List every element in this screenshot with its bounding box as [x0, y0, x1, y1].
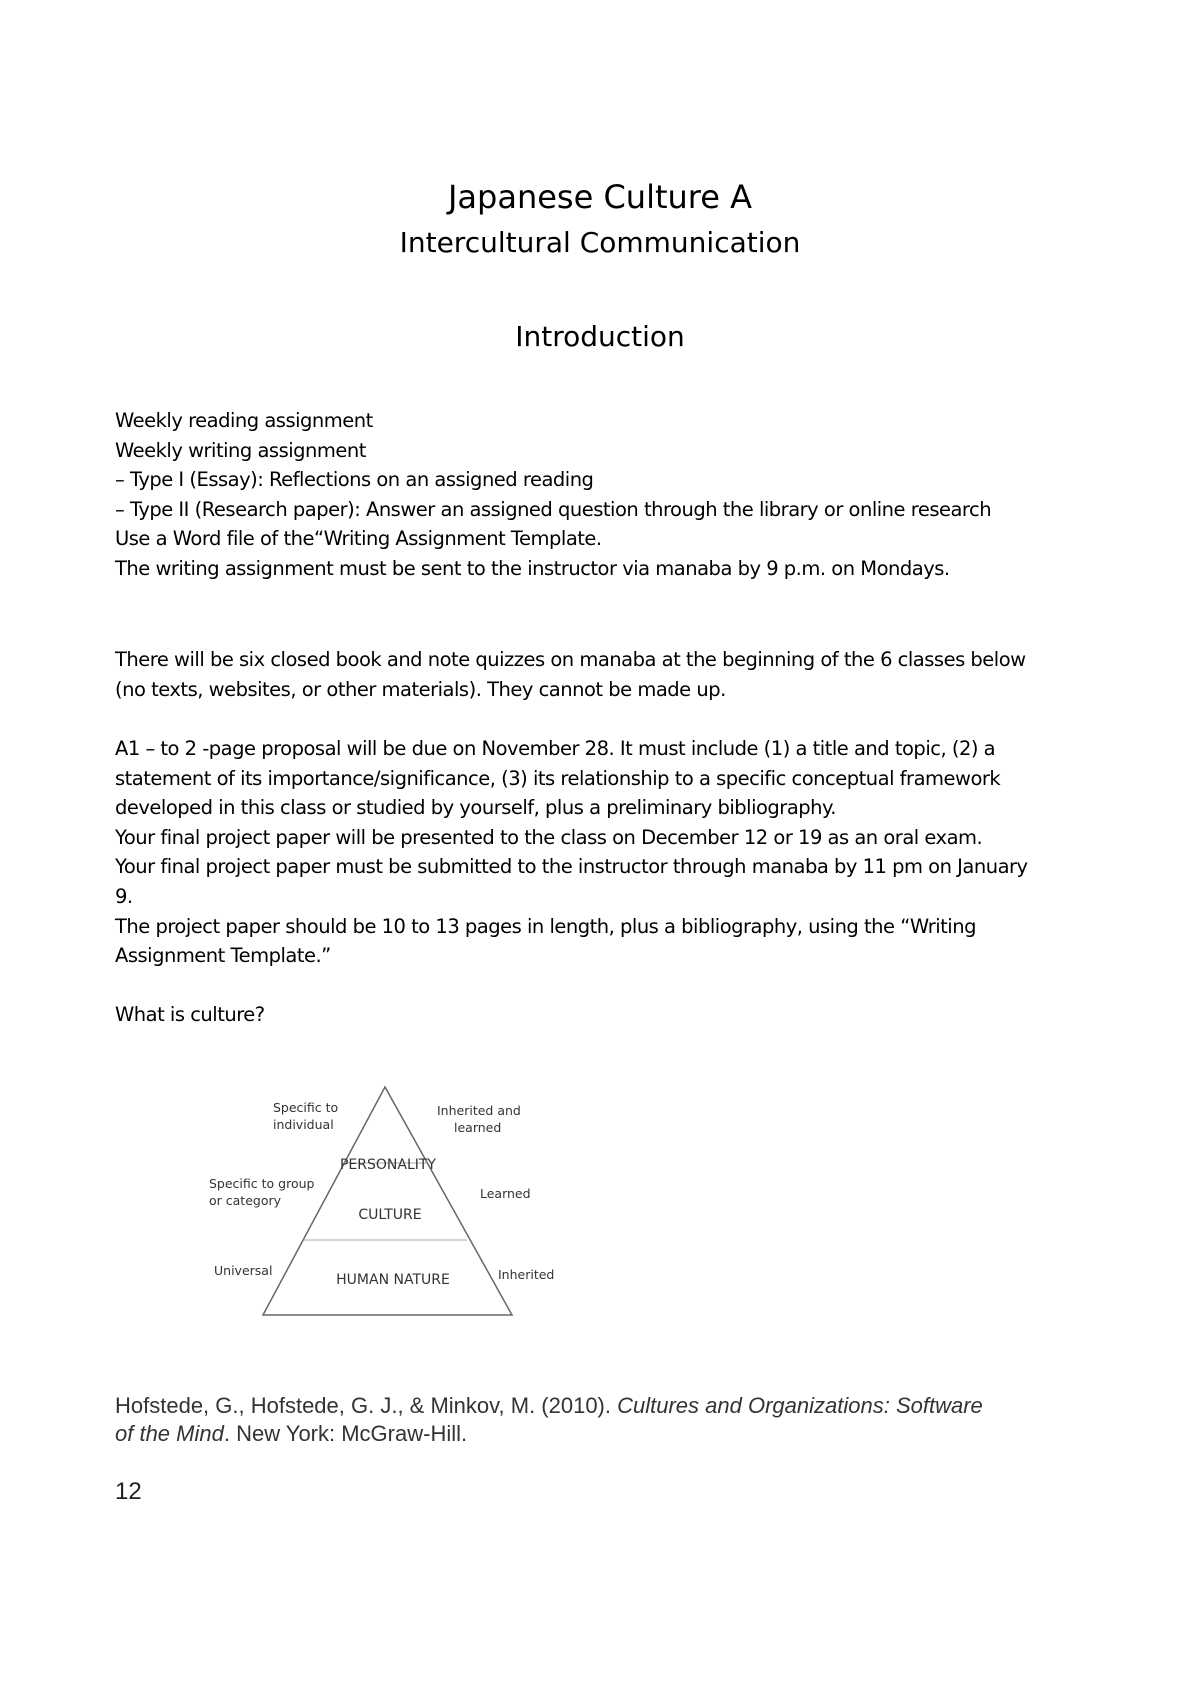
section-heading: Introduction	[515, 320, 685, 353]
page-number: 12	[115, 1478, 142, 1505]
assignment-line: Weekly reading assignment	[115, 409, 373, 432]
assignments-paragraph	[115, 406, 1095, 584]
citation-authors: Hofstede, G., Hofstede, G. J., & Minkov, M. (2010).	[115, 1393, 618, 1418]
assignment-line: – Type I (Essay): Reflections on an assigned reading	[115, 468, 594, 492]
level-human-nature: HUMAN NATURE	[336, 1272, 450, 1288]
label-learned: Learned	[480, 1186, 531, 1201]
label-inherited-and-learned-2: learned	[454, 1120, 502, 1135]
project-line: Assignment Template.”	[115, 944, 331, 968]
label-universal: Universal	[214, 1263, 273, 1278]
label-specific-to-group-2: or category	[209, 1193, 282, 1208]
quiz-line: (no texts, websites, or other materials). They cannot be made up.	[115, 677, 726, 701]
assignment-line: Use a Word file of the“Writing Assignment Template.	[115, 527, 602, 551]
culture-pyramid-diagram	[200, 1075, 580, 1325]
assignment-line: Weekly writing assignment	[115, 438, 366, 462]
label-specific-to-individual: Specific to	[273, 1100, 339, 1115]
label-inherited: Inherited	[498, 1267, 555, 1282]
label-specific-to-group: Specific to group	[209, 1176, 315, 1191]
level-personality: PERSONALITY	[339, 1157, 437, 1173]
culture-question: What is culture?	[115, 1003, 265, 1026]
question-line	[115, 1000, 1095, 1030]
assignment-line: – Type II (Research paper): Answer an assigned question through the library or online research	[115, 497, 992, 521]
document-subtitle: Intercultural Communication	[399, 226, 801, 259]
citation-title-part1: Cultures and Organizations: Software	[617, 1393, 983, 1418]
project-line: Your final project paper will be presented to the class on December 12 or 19 as an oral exam.	[115, 825, 983, 849]
citation-publisher: . New York: McGraw-Hill.	[223, 1421, 468, 1446]
project-line: Your final project paper must be submitted to the instructor through manaba by 11 pm on January	[115, 855, 1028, 879]
label-inherited-and-learned: Inherited and	[437, 1103, 521, 1118]
citation-title-part2: of the Mind	[115, 1421, 224, 1446]
quiz-line: There will be six closed book and note quizzes on manaba at the beginning of the 6 classes below	[115, 648, 1026, 671]
reference-citation	[115, 1392, 1095, 1448]
assignment-line: The writing assignment must be sent to the instructor via manaba by 9 p.m. on Mondays.	[115, 556, 950, 580]
project-line: developed in this class or studied by yourself, plus a preliminary bibliography.	[115, 796, 836, 820]
project-line: The project paper should be 10 to 13 pages in length, plus a bibliography, using the “Writing	[115, 914, 976, 938]
level-culture: CULTURE	[358, 1207, 422, 1223]
document-title: Japanese Culture A	[447, 178, 752, 216]
quizzes-paragraph	[115, 645, 1095, 704]
project-line: 9.	[115, 884, 133, 908]
project-line: A1 – to 2 -page proposal will be due on November 28. It must include (1) a title and topic, (2) a	[115, 737, 996, 760]
project-line: statement of its importance/significance, (3) its relationship to a specific conceptual framework	[115, 766, 1001, 790]
project-paragraph	[115, 734, 1095, 971]
label-specific-to-individual-2: individual	[273, 1117, 334, 1132]
